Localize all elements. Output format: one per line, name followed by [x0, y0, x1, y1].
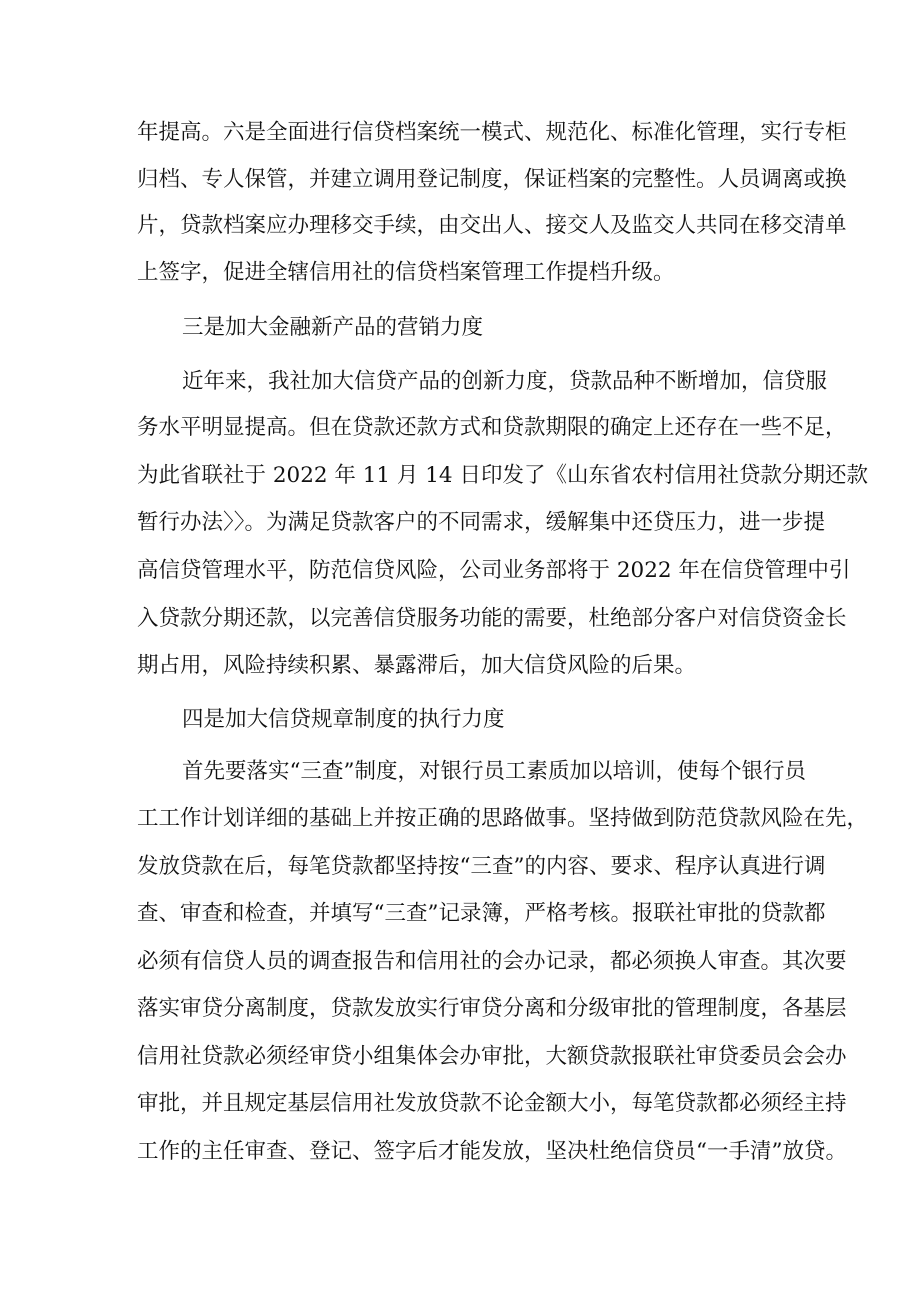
- paragraph-line: 年提高。六是全面进行信贷档案统一模式、规范化、标准化管理，实行专柜: [137, 120, 847, 145]
- paragraph-line: 查、审查和检查，并填写“三查”记录簿，严格考核。报联社审批的贷款都: [137, 901, 826, 926]
- paragraph-line: 必须有信贷人员的调查报告和信用社的会办记录，都必须换人审查。其次要: [137, 949, 847, 974]
- paragraph-line: 高信贷管理水平，防范信贷风险，公司业务部将于 2022 年在信贷管理中引: [137, 558, 851, 583]
- paragraph-line: 发放贷款在后，每笔贷款都坚持按“三查”的内容、要求、程序认真进行调: [137, 854, 826, 879]
- paragraph-line: 入贷款分期还款，以完善信贷服务功能的需要，杜绝部分客户对信贷资金长: [137, 606, 847, 631]
- paragraph-line: 暂行办法〉〉。为满足贷款客户的不同需求，缓解集中还贷压力，进一步提: [137, 510, 826, 535]
- paragraph-line: 期占用，风险持续积累、暴露滞后，加大信贷风险的后果。: [137, 653, 697, 678]
- paragraph-line: 工工作计划详细的基础上并按正确的思路做事。坚持做到防范贷款风险在先，: [137, 806, 869, 831]
- paragraph-line: 上签字，促进全辖信用社的信贷档案管理工作提档升级。: [137, 260, 675, 285]
- section-heading-4: 四是加大信贷规章制度的执行力度: [182, 707, 505, 732]
- paragraph-line: 信用社贷款必须经审贷小组集体会办审批，大额贷款报联社审贷委员会会办: [137, 1044, 847, 1069]
- section-heading-3: 三是加大金融新产品的营销力度: [182, 315, 484, 340]
- paragraph-line: 归档、专人保管，并建立调用登记制度，保证档案的完整性。人员调离或换: [137, 167, 847, 192]
- paragraph-line: 务水平明显提高。但在贷款还款方式和贷款期限的确定上还存在一些不足，: [137, 415, 847, 440]
- paragraph-line: 近年来，我社加大信贷产品的创新力度，贷款品种不断增加，信贷服: [182, 369, 828, 394]
- paragraph-line: 首先要落实“三查”制度，对银行员工素质加以培训，使每个银行员: [182, 759, 806, 784]
- paragraph-line: 片，贷款档案应办理移交手续，由交出人、接交人及监交人共同在移交清单: [137, 213, 847, 238]
- paragraph-line: 工作的主任审查、登记、签字后才能发放，坚决杜绝信贷员“一手清”放贷。: [137, 1139, 847, 1164]
- paragraph-line: 审批，并且规定基层信用社发放贷款不论金额大小，每笔贷款都必须经主持: [137, 1091, 847, 1116]
- paragraph-line: 落实审贷分离制度，贷款发放实行审贷分离和分级审批的管理制度，各基层: [137, 996, 847, 1021]
- paragraph-line: 为此省联社于 2022 年 11 月 14 日印发了《山东省农村信用社贷款分期还款: [137, 463, 868, 488]
